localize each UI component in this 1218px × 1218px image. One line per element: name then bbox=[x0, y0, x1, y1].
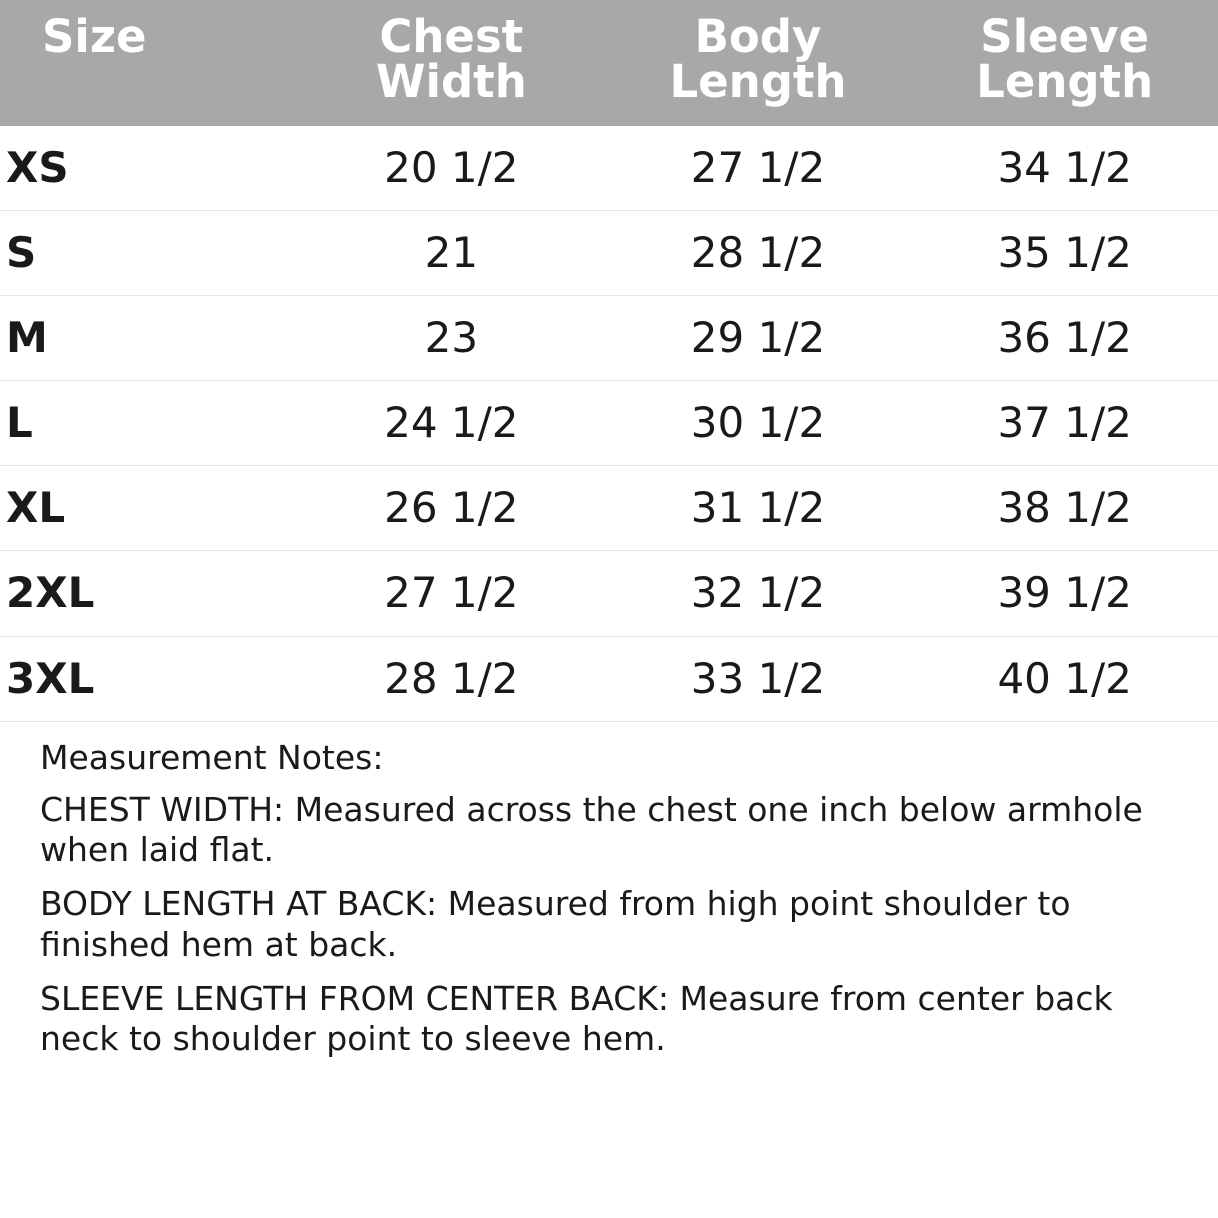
measurement-note-body-length: BODY LENGTH AT BACK: Measured from high point shoulder to finished hem at back. bbox=[40, 884, 1071, 964]
table-row bbox=[0, 381, 1218, 466]
cell-chest-width: 23 bbox=[298, 296, 605, 381]
measurement-note-chest-width: CHEST WIDTH: Measured across the chest one inch below armhole when laid flat. bbox=[40, 789, 1143, 870]
cell-body-length: 27 1/2 bbox=[605, 126, 912, 211]
cell-sleeve-length: 38 1/2 bbox=[911, 466, 1218, 551]
cell-sleeve-length: 36 1/2 bbox=[911, 296, 1218, 381]
table-row bbox=[0, 126, 1218, 211]
measurement-notes-title: Measurement Notes: bbox=[40, 737, 384, 777]
cell-sleeve-length: 39 1/2 bbox=[911, 551, 1218, 636]
cell-size: XS bbox=[0, 126, 298, 211]
column-header-size: Size bbox=[42, 10, 147, 63]
table-row bbox=[0, 551, 1218, 636]
table-header bbox=[0, 0, 1218, 126]
cell-body-length: 32 1/2 bbox=[605, 551, 912, 636]
cell-body-length: 31 1/2 bbox=[605, 466, 912, 551]
table-body bbox=[0, 126, 1218, 721]
cell-body-length: 30 1/2 bbox=[605, 381, 912, 466]
measurement-note-sleeve-length: SLEEVE LENGTH FROM CENTER BACK: Measure from center back neck to shoulder point to sleeve hem. bbox=[40, 978, 1113, 1059]
cell-size: 3XL bbox=[0, 636, 298, 721]
cell-size: XL bbox=[0, 466, 298, 551]
column-header-body-length: Body Length bbox=[669, 10, 847, 108]
column-header-sleeve-length: Sleeve Length bbox=[976, 10, 1154, 108]
cell-body-length: 28 1/2 bbox=[605, 211, 912, 296]
table-header-row bbox=[0, 0, 1218, 126]
cell-sleeve-length: 37 1/2 bbox=[911, 381, 1218, 466]
column-header-chest-width: Chest Width bbox=[375, 10, 527, 108]
cell-size: S bbox=[0, 211, 298, 296]
table-row bbox=[0, 466, 1218, 551]
cell-sleeve-length: 34 1/2 bbox=[911, 126, 1218, 211]
cell-chest-width: 20 1/2 bbox=[298, 126, 605, 211]
cell-body-length: 33 1/2 bbox=[605, 636, 912, 721]
table-row bbox=[0, 636, 1218, 721]
cell-chest-width: 28 1/2 bbox=[298, 636, 605, 721]
measurement-notes bbox=[0, 722, 1218, 1060]
cell-chest-width: 27 1/2 bbox=[298, 551, 605, 636]
cell-sleeve-length: 35 1/2 bbox=[911, 211, 1218, 296]
table-row bbox=[0, 296, 1218, 381]
cell-sleeve-length: 40 1/2 bbox=[911, 636, 1218, 721]
cell-size: M bbox=[0, 296, 298, 381]
cell-size: L bbox=[0, 381, 298, 466]
cell-size: 2XL bbox=[0, 551, 298, 636]
cell-body-length: 29 1/2 bbox=[605, 296, 912, 381]
table-row bbox=[0, 211, 1218, 296]
cell-chest-width: 26 1/2 bbox=[298, 466, 605, 551]
cell-chest-width: 21 bbox=[298, 211, 605, 296]
cell-chest-width: 24 1/2 bbox=[298, 381, 605, 466]
